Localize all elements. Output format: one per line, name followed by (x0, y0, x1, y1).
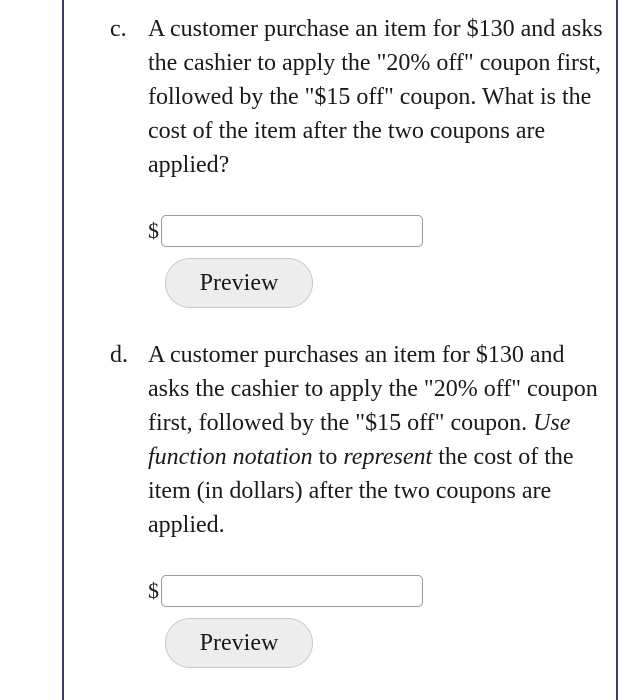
question-c-label: c. (110, 16, 127, 42)
currency-symbol-d: $ (148, 578, 159, 603)
preview-button-d[interactable]: Preview (165, 618, 313, 668)
question-d-text (148, 338, 604, 542)
question-c-text: A customer purchase an item for $130 and asks the cashier to apply the "20% off" coupon first, followed by the "$15 off" coupon. What is the cost of the item after the two coupons are applied? (148, 16, 603, 178)
answer-row-c (148, 214, 423, 248)
currency-symbol-c: $ (148, 218, 159, 243)
question-d-italic-represent: represent (343, 444, 433, 470)
question-d-text-part1: A customer purchases an item for $130 and asks the cashier to apply the "20% off" coupon first, followed by the "$15 off" coupon. (148, 342, 598, 436)
question-d-label: d. (110, 342, 128, 368)
question-d-text-part2: to (312, 444, 344, 470)
preview-button-c[interactable]: Preview (165, 258, 313, 308)
answer-input-d[interactable] (161, 575, 423, 607)
answer-input-c[interactable] (161, 215, 423, 247)
answer-row-d (148, 574, 423, 608)
question-d-italic-function-notation: Use function notation (148, 410, 571, 470)
question-d-text-part3: the cost of the item (in dollars) after the two coupons are applied. (148, 444, 574, 538)
